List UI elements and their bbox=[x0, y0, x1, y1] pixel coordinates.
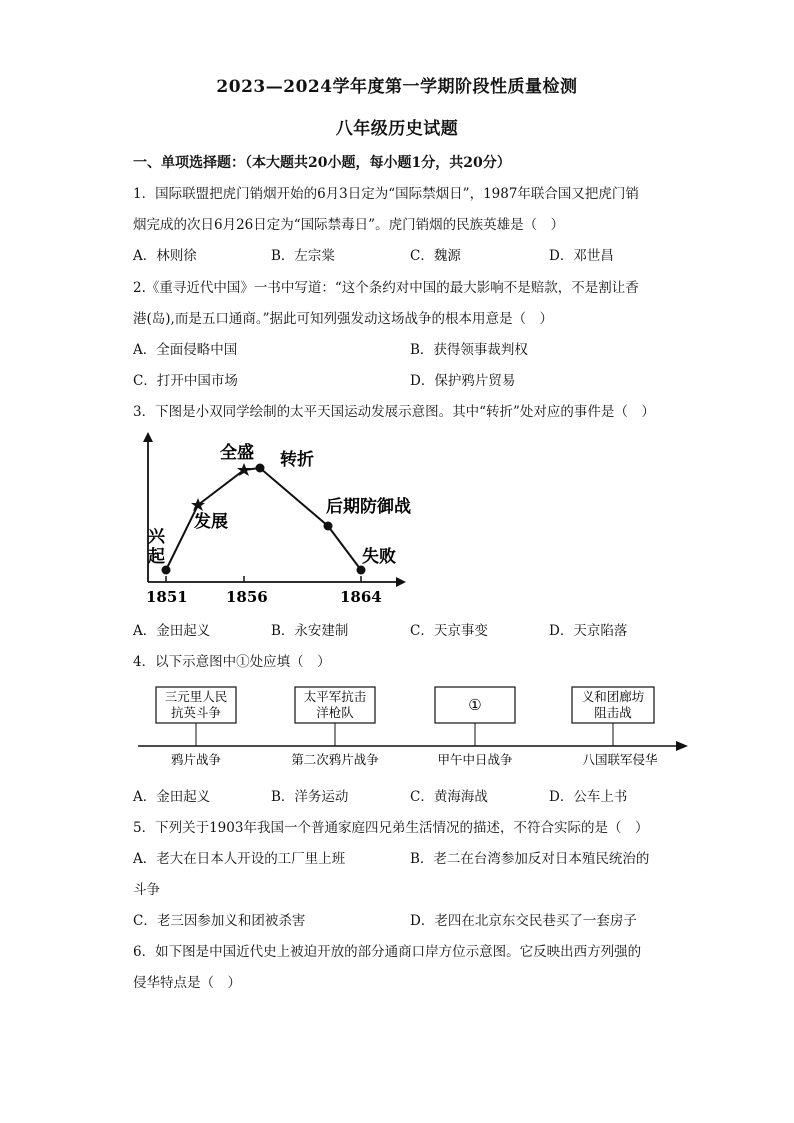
q1-option-a: A．林则徐 bbox=[133, 248, 197, 264]
q2-option-d: D．保护鸦片贸易 bbox=[410, 373, 516, 389]
q3-option-c: C．天京事变 bbox=[410, 623, 488, 639]
label-peak: 全盛 bbox=[220, 443, 254, 463]
timeline-arrow bbox=[676, 741, 688, 751]
tick-label-1856: 1856 bbox=[226, 588, 268, 606]
box3-blank: ① bbox=[468, 696, 482, 714]
q4-option-c: C．黄海海战 bbox=[410, 789, 488, 805]
label-rise-b: 起 bbox=[148, 547, 165, 567]
event-label-2: 第二次鸦片战争 bbox=[291, 752, 379, 767]
taiping-development-diagram bbox=[140, 430, 420, 610]
q1-option-d: D．邓世昌 bbox=[549, 248, 614, 264]
q3-text-line1: 3．下图是小双同学绘制的太平天国运动发展示意图。其中“转折”处对应的事件是（ ） bbox=[133, 404, 655, 420]
q4-option-b: B．洋务运动 bbox=[271, 789, 349, 805]
y-axis-arrow bbox=[143, 432, 153, 442]
q1-text-line2: 烟完成的次日6月26日定为“国际禁毒日”。虎门销烟的民族英雄是（ ） bbox=[133, 217, 565, 233]
q4-text-line1: 4．以下示意图中①处应填（ ） bbox=[133, 654, 331, 670]
q3-option-a: A．金田起义 bbox=[133, 623, 211, 639]
q1-text-line1: 1．国际联盟把虎门销烟开始的6月3日定为“国际禁烟日”，1987年联合国又把虎门销 bbox=[133, 186, 639, 202]
label-fail: 失败 bbox=[362, 547, 396, 567]
q5-option-b: B．老二在台湾参加反对日本殖民统治的 bbox=[410, 851, 650, 867]
tick-label-1864: 1864 bbox=[340, 588, 382, 606]
box4-line2: 阻击战 bbox=[594, 705, 632, 720]
develop-star bbox=[191, 498, 205, 511]
box4-line1: 义和团廊坊 bbox=[581, 689, 645, 704]
box1-line2: 抗英斗争 bbox=[170, 705, 222, 720]
section-heading: 一、单项选择题：（本大题共20小题，每小题1分，共20分） bbox=[133, 155, 511, 171]
tick-label-1851: 1851 bbox=[146, 588, 188, 606]
turn-point bbox=[256, 464, 265, 473]
q6-text-line2: 侵华特点是（ ） bbox=[133, 975, 241, 991]
box2-line2: 洋枪队 bbox=[316, 705, 354, 720]
event-label-1: 鸦片战争 bbox=[170, 752, 222, 767]
events-timeline bbox=[130, 680, 692, 780]
box1-line1: 三元里人民 bbox=[164, 689, 228, 704]
defense-point bbox=[324, 522, 333, 531]
event-label-4: 八国联军侵华 bbox=[582, 752, 658, 767]
q6-text-line1: 6．如下图是中国近代史上被迫开放的部分通商口岸方位示意图。它反映出西方列强的 bbox=[133, 944, 642, 960]
event-label-3: 甲午中日战争 bbox=[437, 752, 513, 767]
exam-subtitle: 八年级历史试题 bbox=[335, 119, 459, 139]
q5-option-b-cont: 斗争 bbox=[133, 882, 160, 898]
x-axis-arrow bbox=[396, 577, 406, 587]
q3-option-b: B．永安建制 bbox=[271, 623, 349, 639]
label-defense: 后期防御战 bbox=[326, 497, 411, 517]
q2-text-line2: 港(岛),而是五口通商。”据此可知列强发动这场战争的根本用意是（ ） bbox=[133, 311, 553, 327]
q4-option-d: D．公车上书 bbox=[549, 789, 628, 805]
q2-option-a: A．全面侵略中国 bbox=[133, 342, 238, 358]
q4-option-a: A．金田起义 bbox=[133, 789, 211, 805]
label-turn: 转折 bbox=[280, 450, 314, 470]
label-develop: 发展 bbox=[194, 512, 228, 532]
label-rise-a: 兴 bbox=[148, 527, 165, 547]
q5-text-line1: 5．下列关于1903年我国一个普通家庭四兄弟生活情况的描述，不符合实际的是（ ） bbox=[133, 820, 649, 836]
q3-option-d: D．天京陷落 bbox=[549, 623, 628, 639]
q2-text-line1: 2.《重寻近代中国》一书中写道：“这个条约对中国的最大影响不是赔款，不是割让香 bbox=[133, 280, 639, 296]
q5-option-a: A．老大在日本人开设的工厂里上班 bbox=[133, 851, 346, 867]
q5-option-c: C．老三因参加义和团被杀害 bbox=[133, 913, 306, 929]
box2-line1: 太平军抗击 bbox=[303, 689, 367, 704]
q1-option-b: B．左宗棠 bbox=[271, 248, 335, 264]
q2-option-b: B．获得领事裁判权 bbox=[410, 342, 528, 358]
q2-option-c: C．打开中国市场 bbox=[133, 373, 238, 389]
q1-option-c: C．魏源 bbox=[410, 248, 461, 264]
q5-option-d: D．老四在北京东交民巷买了一套房子 bbox=[410, 913, 637, 929]
exam-title: 2023—2024学年度第一学期阶段性质量检测 bbox=[216, 77, 578, 97]
